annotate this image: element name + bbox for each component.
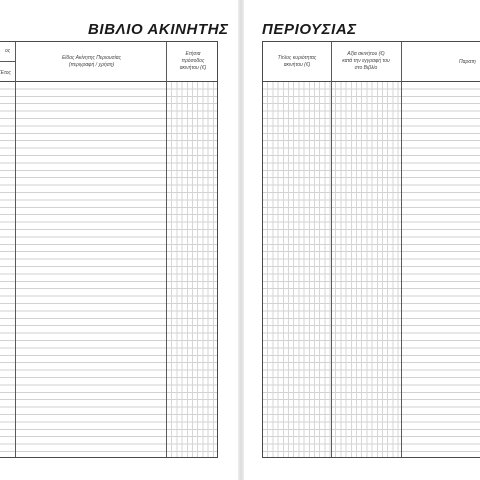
left-page-title: ΒΙΒΛΙΟ ΑΚΙΝΗΤΗΣ [88, 21, 229, 38]
page-gutter [238, 0, 244, 480]
left-col-divider-2 [166, 42, 167, 457]
income-column-header [167, 42, 218, 81]
right-col-divider-1 [331, 42, 332, 457]
description-header-line2: (περιγραφή / χρήση) [68, 61, 115, 68]
right-ledger-table [262, 41, 480, 458]
value-header-line1: Αξία ακινήτου (€) [347, 51, 385, 57]
right-page-title: ΠΕΡΙΟΥΣΙΑΣ [262, 21, 357, 38]
partial-col-label-top: ος [5, 48, 11, 54]
right-header-row [263, 42, 480, 82]
partial-col-label-year: Έτος [0, 70, 11, 76]
right-value-grid [331, 82, 401, 457]
title-column-header [263, 42, 331, 81]
income-header-line3: ακινήτου (€) [179, 65, 207, 71]
left-income-grid [167, 82, 217, 457]
title-header-line2: ακινήτου (€) [283, 61, 311, 68]
right-title-grid [263, 82, 331, 457]
notes-column-header: Παρατη [459, 59, 476, 65]
left-col-divider-1 [15, 42, 16, 457]
left-ledger-table [0, 41, 218, 458]
value-column-header [331, 42, 401, 81]
income-header-line2: πρόσοδος [181, 58, 205, 64]
left-header-row [0, 42, 217, 82]
value-header-line3: στο Βιβλίο [354, 65, 378, 71]
right-col-divider-2 [401, 42, 402, 457]
value-header-line2: κατά την εγγραφή του [342, 58, 390, 64]
description-header-line1: Είδος Ακίνητης Περιουσίας [61, 54, 122, 61]
description-column-header [16, 42, 167, 81]
partial-col-divider [0, 61, 15, 62]
title-header-line1: Τίτλος κυριότητας [277, 54, 317, 61]
income-header-line1: Ετήσια [185, 51, 201, 57]
